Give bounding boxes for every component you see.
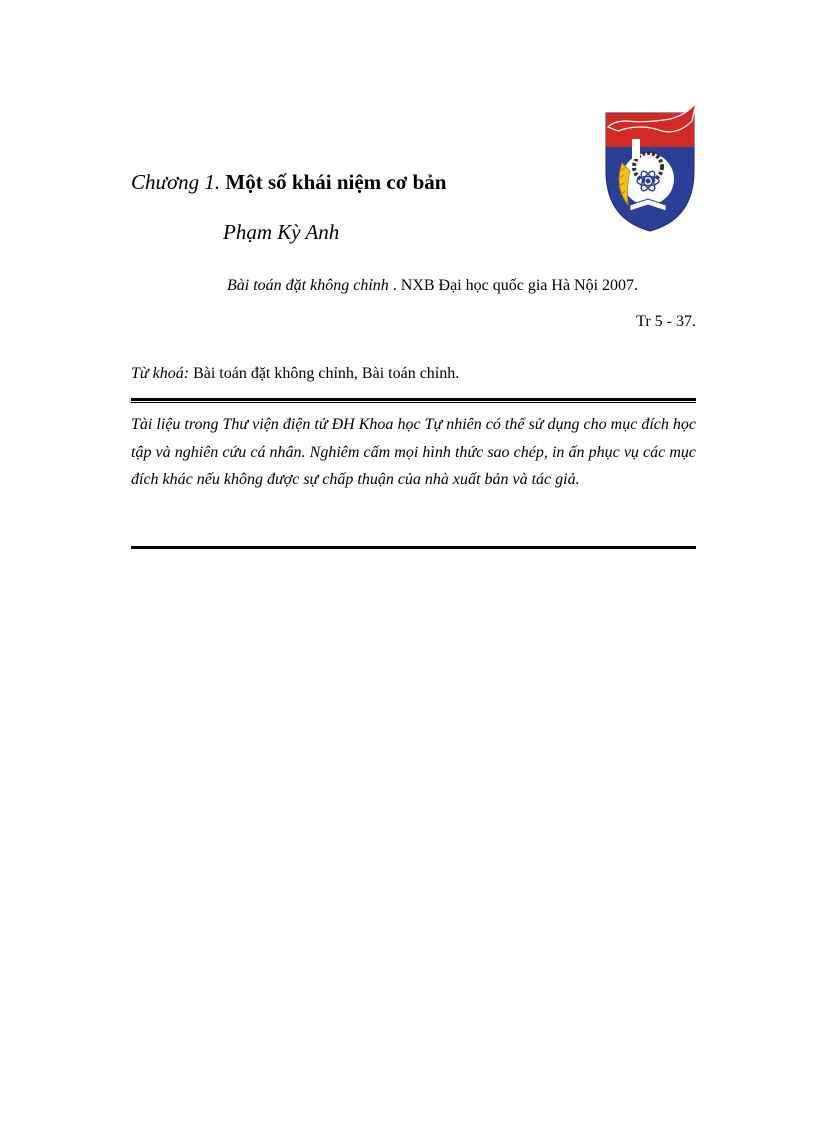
source-citation — [227, 275, 638, 297]
chapter-heading — [131, 168, 447, 196]
publisher-info: . NXB Đại học quốc gia Hà Nội 2007. — [392, 277, 639, 294]
page-range: Tr 5 - 37. — [636, 313, 696, 330]
university-emblem-icon — [600, 101, 700, 233]
emblem-pillar — [632, 139, 640, 159]
keywords-label: Từ khoá: — [131, 365, 190, 382]
copyright-notice: Tài liệu trong Thư viện điện tử ĐH Khoa học Tự nhiên có thể sử dụng cho mục đích học tập và nghiên cứu cá nhân. Nghiêm cấm mọi hình thức sao chép, in ấn phục vụ các mục đích khác nếu không được sự chấp thuận của nhà xuất bản và tác giả. — [131, 416, 696, 488]
keywords-line — [131, 363, 459, 385]
chapter-title: Một số khái niệm cơ bản — [225, 170, 447, 194]
author-name: Phạm Kỳ Anh — [223, 220, 340, 244]
bottom-divider — [131, 546, 696, 549]
keywords-value: Bài toán đặt không chỉnh, Bài toán chỉnh. — [193, 365, 460, 382]
chapter-prefix: Chương 1. — [131, 170, 221, 194]
book-title: Bài toán đặt không chỉnh — [227, 277, 389, 294]
top-divider — [131, 398, 696, 401]
